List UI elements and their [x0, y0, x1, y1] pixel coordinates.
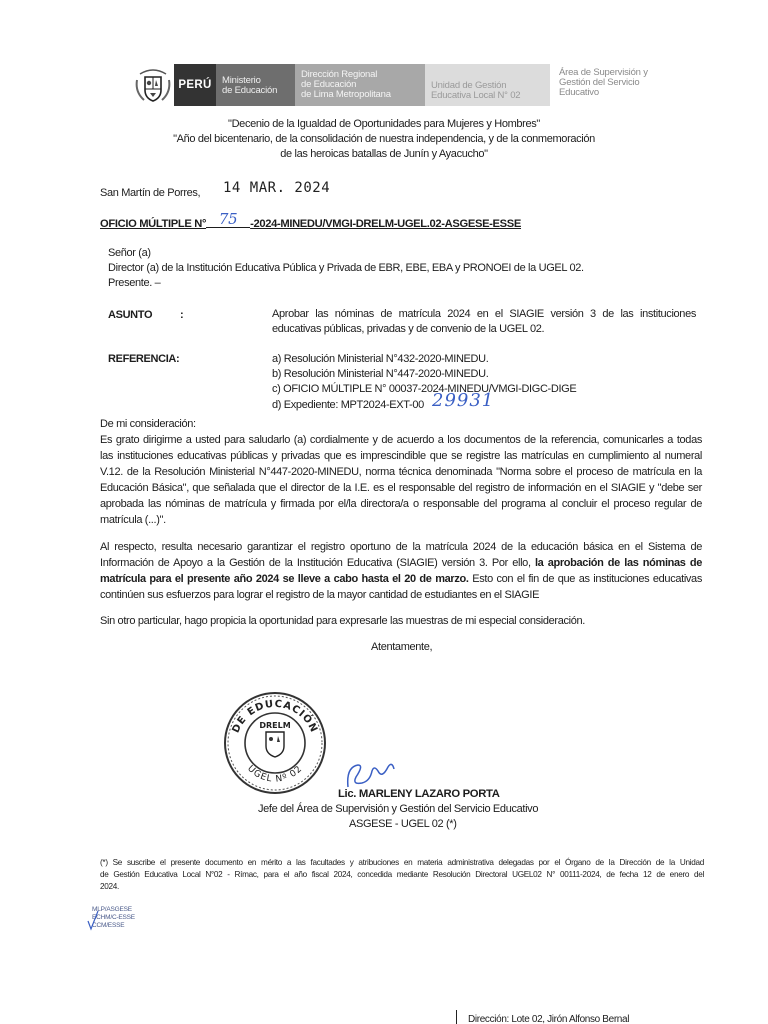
- place-text: San Martín de Porres,: [100, 187, 201, 199]
- initials-line-3: CCM/ESSE: [92, 922, 125, 929]
- signer-name: Lic. MARLENY LAZARO PORTA: [338, 788, 500, 800]
- para1-line-5: aprobada las nóminas de matrícula y firmada por el/la directora/a o responsable del programa al concluir el proceso regular de: [100, 498, 702, 510]
- referencia-item-a: a) Resolución Ministerial N°432-2020-MINEDU.: [272, 353, 489, 365]
- asunto-colon: :: [180, 309, 184, 321]
- para2-line-3: matrícula para el presente año 2024 se lleve a cabo hasta el 20 de marzo. Esto con el fin de que as instituciones educativas: [100, 573, 702, 585]
- decenio-line-1: "Decenio de la Igualdad de Oportunidades para Mujeres y Hombres": [228, 118, 540, 130]
- initials-line-1: MLP/ASGESE: [92, 906, 132, 913]
- decenio-line-3: de las heroicas batallas de Junín y Ayacucho": [280, 148, 488, 160]
- para2-line-1: Al respecto, resulta necesario garantizar el registro oportuno de la matrícula 2024 de la educación básica en el Sistema de: [100, 541, 702, 553]
- svg-text:UGEL Nº 02: [245, 764, 305, 785]
- footnote-line-1: (*) Se suscribe el presente documento en mérito a las facultades y atribuciones en materia administrativa delegadas por el Órgano de la Dirección de la Unidad: [100, 858, 704, 867]
- stamp-top-text: DE EDUCACIÓN: [230, 698, 320, 735]
- addressee-line-1: Señor (a): [108, 247, 151, 259]
- para3: Sin otro particular, hago propicia la oportunidad para expresarle las muestras de mi especial consideración.: [100, 615, 585, 627]
- ministerio-logo-block: Ministerio de Educación: [216, 64, 295, 106]
- oficio-handwritten-number: 75: [206, 212, 250, 228]
- asunto-line-2: educativas públicas, privadas y de convenio de la UGEL 02.: [272, 323, 545, 335]
- oficio-suffix: -2024-MINEDU/VMGI-DRELM-UGEL.02-ASGESE-ESSE: [250, 218, 522, 230]
- initials-check-mark: [86, 909, 100, 931]
- signer-role: Jefe del Área de Supervisión y Gestión del Servicio Educativo: [258, 803, 539, 815]
- handwritten-date: 14 MAR. 2024: [223, 180, 331, 196]
- referencia-item-d: d) Expediente: MPT2024-EXT-00: [272, 399, 424, 411]
- para1-line-6: matrícula (...)".: [100, 514, 166, 526]
- asunto-label: ASUNTO: [108, 309, 153, 321]
- addressee-line-2: Director (a) de la Institución Educativa Pública y Privada de EBR, EBE, EBA y PRONOEI de la UGEL 02.: [108, 262, 584, 274]
- footnote-line-2: de Gestión Educativa Local N°02 - Rímac, para el año fiscal 2024, concedida mediante Resolución Directoral UGEL02 N° 00111-2024, de fecha 12 de enero del: [100, 870, 704, 879]
- area-logo-text: Área de Supervisión y Gestión del Servicio Educativo: [559, 67, 648, 98]
- referencia-item-c: c) OFICIO MÚLTIPLE N° 00037-2024-MINEDU/VMGI-DIGC-DIGE: [272, 383, 577, 395]
- address-divider: [456, 1010, 457, 1024]
- oficio-prefix: OFICIO MÚLTIPLE N°: [100, 218, 207, 230]
- oficio-number: [100, 210, 522, 232]
- address-text: Dirección: Lote 02, Jirón Alfonso Bernal: [468, 1014, 630, 1024]
- stamp-inner-text: DRELM: [259, 721, 291, 730]
- para1-line-1: Es grato dirigirme a usted para saludarlo (a) cordialmente y de acuerdo a los documentos de la referencia, comunicarles a todas: [100, 434, 702, 446]
- handwritten-expediente: 29931: [432, 390, 495, 411]
- para1-line-3: V.12. de la Resolución Ministerial N°447-2020-MINEDU, norma técnica denominada "Norma sobre el proceso de matrícula en la: [100, 466, 702, 478]
- referencia-label: REFERENCIA:: [108, 353, 180, 365]
- para2-line-2: Información de Apoyo a la Gestión de la Institución Educativa (SIAGIE) versión 3. Por ello, la aprobación de las nóminas de: [100, 557, 702, 569]
- asunto-line-1: Aprobar las nóminas de matrícula 2024 en el SIAGIE versión 3 de las instituciones: [272, 308, 696, 320]
- footnote-line-3: 2024.: [100, 882, 119, 891]
- drelm-logo-block: Dirección Regional de Educación de Lima Metropolitana: [295, 64, 425, 106]
- para2-line-4: continúen sus esfuerzos para lograr el registro de la mayor cantidad de estudiantes en el SIAGIE: [100, 589, 540, 601]
- peru-coat-of-arms-icon: [134, 66, 172, 106]
- referencia-item-b: b) Resolución Ministerial N°447-2020-MINEDU.: [272, 368, 489, 380]
- ugel-logo-block: Unidad de Gestión Educativa Local N° 02: [425, 64, 550, 106]
- official-seal-stamp: [222, 690, 328, 796]
- decenio-line-2: "Año del bicentenario, de la consolidación de nuestra independencia, y de la conmemoración: [173, 133, 595, 145]
- para1-line-4: Educación Básica", que señalada que el director de la I.E. es el responsable del registro de información en el SIAGIE y "debe ser: [100, 482, 702, 494]
- signer-unit: ASGESE - UGEL 02 (*): [349, 818, 457, 830]
- para1-line-2: las instituciones educativas públicas y privadas que es imprescindible que se registre las matrículas en cumplimiento al numeral: [100, 450, 702, 462]
- initials-line-2: ECHM/C-ESSE: [92, 914, 135, 921]
- stamp-bottom-text: UGEL Nº 02: [245, 763, 305, 785]
- addressee-line-3: Presente. –: [108, 277, 161, 289]
- closing: Atentamente,: [371, 641, 433, 653]
- peru-logo: PERÚ: [174, 64, 216, 106]
- greeting: De mi consideración:: [100, 418, 196, 430]
